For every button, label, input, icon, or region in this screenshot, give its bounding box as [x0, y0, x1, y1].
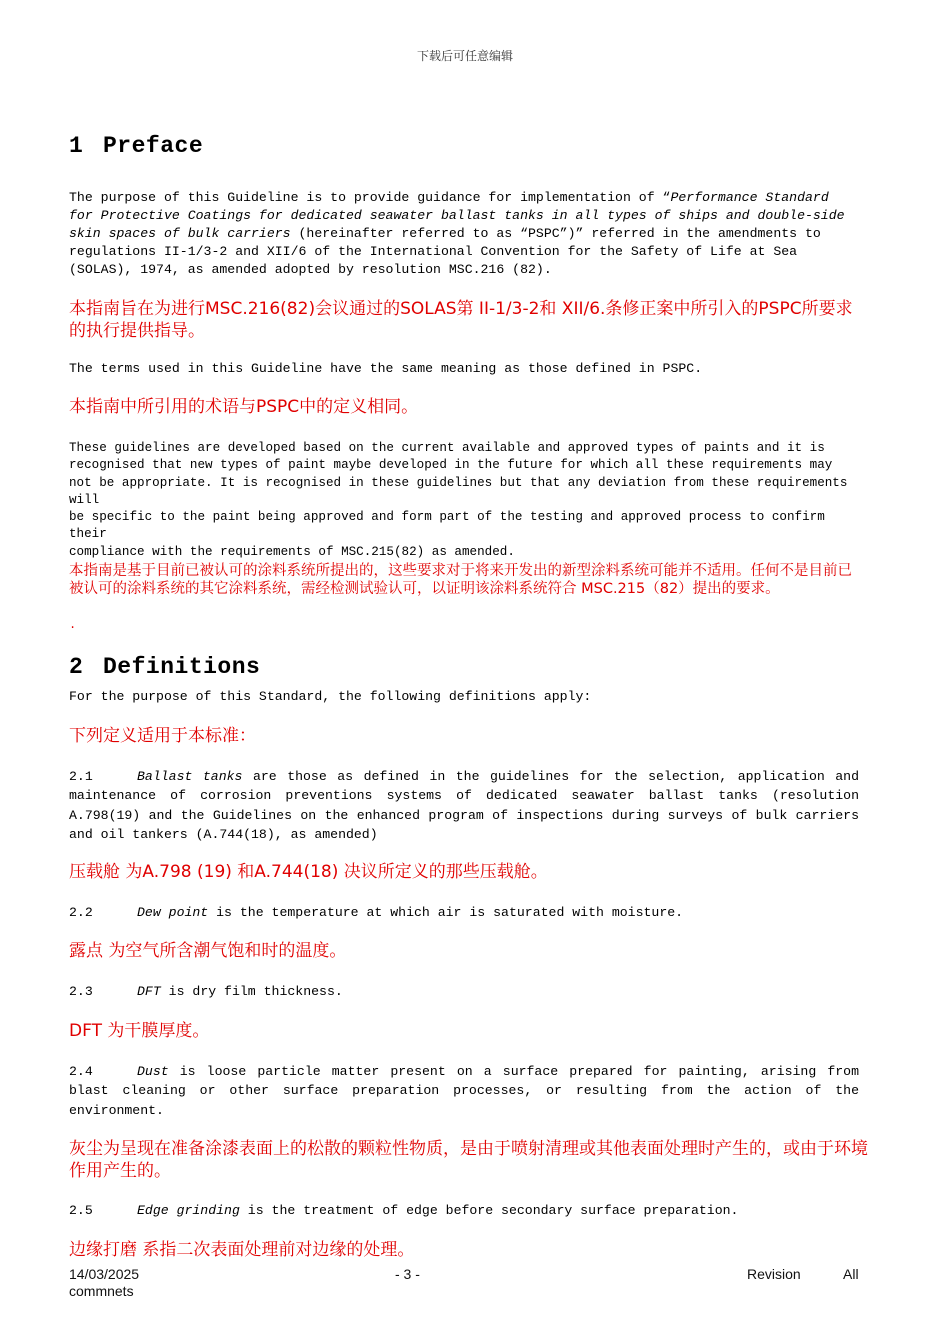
definition-text: are those as defined in the guidelines for the selection, application and maintenance of corrosion preventions systems of dedicated seawater ballast tanks (resolution A.798(19) and the Guidelines on the enhanced program of inspections during surveys of bulk carriers and oil tankers (A.744(18), as amended) — [69, 769, 859, 842]
text-line: will — [69, 492, 100, 507]
definition-item — [69, 904, 859, 922]
definition-number: 2.2 — [69, 905, 93, 920]
preface-chinese-3: 本指南是基于目前已被认可的涂料系统所提出的，这些要求对于将来开发出的新型涂料系统可能并不适用。任何不是目前已被认可的涂料系统的其它涂料系统，需经检测试验认可，以证明该涂料系统符合 MSC.215（82）提出的要求。 — [69, 563, 852, 597]
header-note: 下载后可任意编辑 — [416, 49, 513, 63]
definition-item — [69, 767, 859, 844]
text-line: not be appropriate. It is recognised in these guidelines but that any deviation from these requirements — [69, 475, 848, 490]
definition-number: 2.5 — [69, 1203, 93, 1218]
text-line: regulations II-1/3-2 and XII/6 of the International Convention for the Safety of Life at Sea — [69, 244, 798, 259]
definition-item — [69, 983, 859, 1001]
definitions-intro-chinese: 下列定义适用于本标准： — [69, 726, 256, 746]
text-run: (hereinafter referred to as “PSPC”)” referred in the amendments to — [290, 226, 821, 241]
preface-chinese-1: 本指南旨在为进行MSC.216(82)会议通过的SOLAS第 II-1/3-2和 XII/6.条修正案中所引入的PSPC所要求的执行提供指导。 — [69, 299, 853, 341]
section-heading-definitions — [69, 654, 260, 680]
definition-text: is dry film thickness. — [160, 984, 343, 999]
footer-page-number: - 3 - — [395, 1266, 420, 1282]
definition-term: DFT — [137, 984, 161, 999]
footer-date: 14/03/2025 — [69, 1266, 140, 1282]
definition-term: Ballast tanks — [137, 769, 243, 784]
text-line: be specific to the paint being approved and form part of the testing and approved process to confirm — [69, 510, 825, 525]
text-line: These guidelines are developed based on the current available and approved types of paints and it is — [69, 441, 825, 455]
definition-term: Dust — [137, 1064, 169, 1079]
section-number: 2 — [69, 654, 84, 680]
preface-paragraph-1 — [69, 189, 859, 279]
definition-text: is loose particle matter present on a surface prepared for painting, arising from blast cleaning or other surface preparation processes, or resulting from the action of the environment. — [69, 1064, 859, 1118]
text-line: (SOLAS), 1974, as amended adopted by resolution MSC.216 (82). — [69, 262, 552, 277]
definition-chinese: 灰尘为呈现在准备涂漆表面上的松散的颗粒性物质，是由于喷射清理或其他表面处理时产生的，或由于环境作用产生的。 — [69, 1139, 868, 1181]
definition-number: 2.1 — [69, 769, 93, 784]
definition-number: 2.3 — [69, 984, 93, 999]
section-title: Preface — [103, 133, 204, 159]
definition-item — [69, 1062, 859, 1120]
definition-text: is the temperature at which air is saturated with moisture. — [208, 905, 684, 920]
text-line: compliance with the requirements of MSC.215(82) as amended. — [69, 544, 515, 559]
italic-run: skin spaces of bulk carriers — [69, 226, 291, 241]
footer-revision: Revision — [747, 1266, 801, 1282]
preface-paragraph-2: The terms used in this Guideline have the same meaning as those defined in PSPC. — [69, 361, 703, 376]
preface-chinese-2: 本指南中所引用的术语与PSPC中的定义相同。 — [69, 397, 419, 417]
text-run: The purpose of this Guideline is to provide guidance for implementation of “ — [69, 190, 671, 205]
definition-term: Dew point — [137, 905, 209, 920]
definition-chinese: 露点 为空气所含潮气饱和时的温度。 — [69, 941, 347, 961]
definition-number: 2.4 — [69, 1064, 93, 1079]
footer-all: All — [843, 1266, 859, 1282]
definitions-intro: For the purpose of this Standard, the following definitions apply: — [69, 689, 592, 704]
definition-chinese: DFT 为干膜厚度。 — [69, 1021, 210, 1041]
definition-chinese: 压载舱 为A.798 (19) 和A.744(18) 决议所定义的那些压载舱。 — [69, 862, 548, 882]
text-line: their — [69, 527, 107, 542]
stray-dot: . — [69, 618, 77, 632]
preface-paragraph-3 — [69, 440, 859, 561]
definition-item — [69, 1202, 859, 1220]
section-heading-preface — [69, 133, 203, 159]
section-title: Definitions — [103, 654, 261, 680]
definition-term: Edge grinding — [137, 1203, 240, 1218]
definition-text: is the treatment of edge before secondary surface preparation. — [239, 1203, 739, 1218]
italic-run: Performance Standard — [670, 190, 829, 205]
italic-run: for Protective Coatings for dedicated seawater ballast tanks in all types of ships and double-side — [69, 208, 845, 223]
footer-comments: commnets — [69, 1283, 134, 1299]
text-line: recognised that new types of paint maybe developed in the future for which all these requirements may — [69, 458, 833, 473]
section-number: 1 — [69, 133, 84, 159]
definition-chinese: 边缘打磨 系指二次表面处理前对边缘的处理。 — [69, 1240, 415, 1260]
